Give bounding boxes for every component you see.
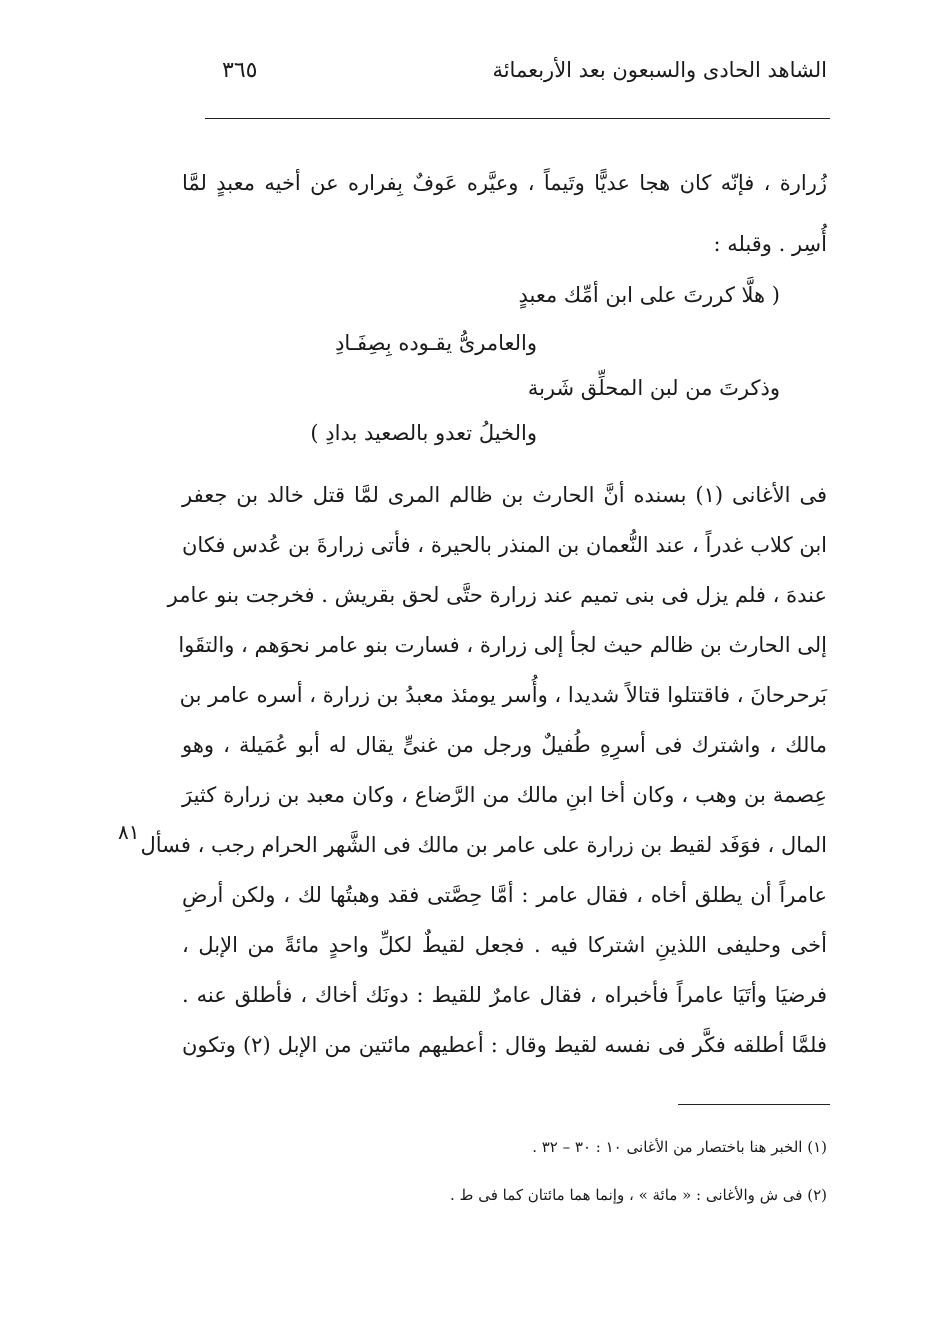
body-line: فى الأغانى (١) بسنده أنَّ الحارث بن ظالم المرى لمَّا قتل خالد بن جعفر	[182, 483, 827, 507]
verse-line: والخيلُ تعدو بالصعيد بدادِ )	[310, 421, 537, 445]
footnote: (٢) فى ش والأغانى : « مائة » ، وإنما هما مائتان كما فى ط .	[450, 1186, 827, 1204]
verse-line: والعامرىُّ يقـوده بِصِفَـادِ	[335, 331, 537, 355]
body-line: مالك ، واشترك فى أسرِهِ طُفيلٌ ورجل من غنىٍّ يقال له أبو عُمَيلة ، وهو	[182, 733, 827, 757]
body-line: أخى وحليفى اللذينِ اشتركا فيه . فجعل لقيطٌ لكلِّ واحدٍ مائةً من الإبل ،	[182, 933, 827, 957]
verse-line: وذكرتَ من لبن المحلِّق شَربة	[527, 376, 780, 400]
footnote: (١) الخبر هنا باختصار من الأغانى ١٠ : ٣٠ – ٣٢ .	[532, 1138, 827, 1156]
header-divider	[205, 118, 830, 119]
margin-number: ٨١	[118, 820, 140, 844]
body-line: ابن كلاب غدراً ، عند النُّعمان بن المنذر بالحيرة ، فأتى زرارةَ بن عُدس فكان	[182, 533, 827, 557]
body-line: فلمَّا أطلقه فكَّر فى نفسه لقيط وقال : أعطيهم مائتين من الإبل (٢) وتكون	[182, 1033, 827, 1057]
body-line: المال ، فوَفَد لقيط بن زرارة على عامر بن مالك فى الشَّهر الحرام رجب ، فسأل	[140, 833, 827, 857]
verse-line: ( هلَّا كررتَ على ابن أمِّك معبدٍ	[518, 283, 780, 307]
page-number: ٣٦٥	[222, 58, 258, 83]
body-line: فرضيَا وأتَيَا عامراً فأخبراه ، فقال عامرٌ للقيط : دونَك أخاك ، فأطلق عنه .	[182, 983, 827, 1007]
body-line: عندهَ ، فلم يزل فى بنى تميم عند زرارة حتَّى لحق بقريش . فخرجت بنو عامر	[167, 583, 827, 607]
footnote-divider	[678, 1104, 830, 1105]
body-line: عِصمة بن وهب ، وكان أخا ابنِ مالك من الرَّضاع ، وكان معبد بن زرارة كثيرَ	[182, 783, 827, 807]
body-line: بَرحرحانَ ، فاقتتلوا قتالاً شديدا ، وأُسر يومئذ معبدُ بن زرارة ، أسره عامر بن	[179, 683, 827, 707]
body-line: زُرارة ، فإنّه كان هجا عديًّا وتَيماً ، وعيَّره عَوفٌ بِفراره عن أخيه معبدٍ لمَّا	[182, 171, 827, 195]
body-line: عامراً أن يطلق أخاه ، فقال عامر : أمَّا حِصَّتى فقد وهبتُها لك ، ولكن أرضِ	[182, 883, 827, 907]
running-header-title: الشاهد الحادى والسبعون بعد الأربعمائة	[492, 58, 827, 82]
body-line: أُسِر . وقبله :	[713, 232, 827, 256]
body-line: إلى الحارث بن ظالم حيث لجأ إلى زرارة ، فسارت بنو عامر نحوَهم ، والتقَوا	[178, 633, 827, 657]
